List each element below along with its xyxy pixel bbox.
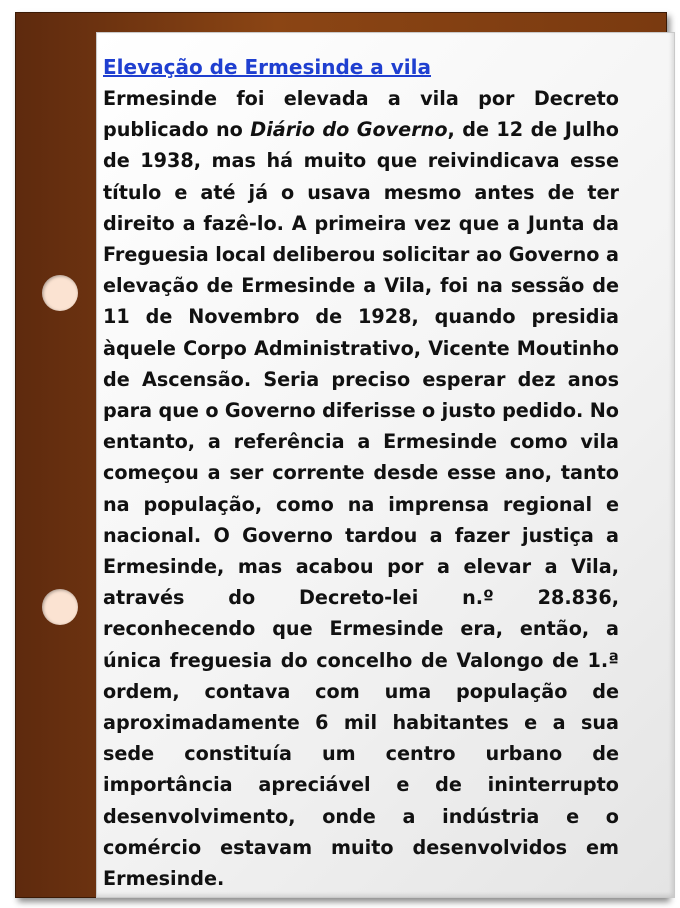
- body-paragraph: [103, 83, 619, 894]
- body-text-part2: , de 12 de Julho de 1938, mas há muito que reivindicava esse título e até já o usava mesmo antes de ter direito a fazê-lo. A primeira vez que a Junta da Freguesia local deliberou solicitar ao Governo a elevação de Ermesinde a Vila, foi na sessão de 11 de Novembro de 1928, quando presidia àquele Corpo Administrativo, Vicente Moutinho de Ascensão. Seria preciso esperar dez anos para que o Governo diferisse o justo pedido. No entanto, a referência a Ermesinde como vila começou a ser corrente desde esse ano, tanto na população, como na imprensa regional e nacional. O Governo tardou a fazer justiça a Ermesinde, mas acabou por a elevar a Vila, através do Decreto-lei n.º 28.836, reconhecendo que Ermesinde era, então, a única freguesia do concelho de Valongo de 1.ª ordem, contava com uma população de aproximadamente 6 mil habitantes e a sua sede constituía um centro urbano de importância apreciável e de ininterrupto desenvolvimento, onde a indústria e o comércio estavam muito desenvolvidos em Ermesinde.: [103, 118, 619, 891]
- document-title-link[interactable]: Elevação de Ermesinde a vila: [103, 55, 431, 79]
- body-text-italic: Diário do Governo: [250, 118, 448, 142]
- binder-hole-bottom: [42, 589, 78, 625]
- binder-hole-top: [42, 275, 78, 311]
- body-text-part1: Ermesinde foi elevada a vila por Decreto publicado no: [103, 87, 619, 142]
- document-content: [103, 52, 619, 894]
